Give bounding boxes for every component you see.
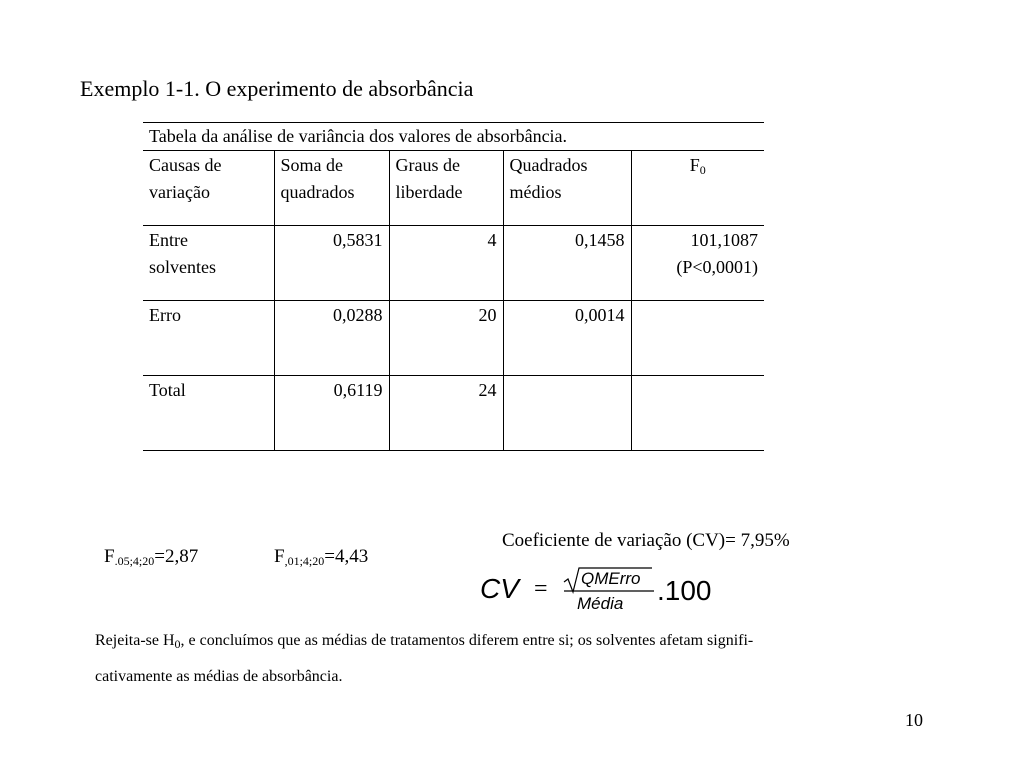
table-row <box>143 301 764 376</box>
row-causa-line1: Total <box>149 380 186 400</box>
f-critical-01 <box>274 546 368 569</box>
header-graus-line1: Graus de <box>395 155 460 175</box>
page-number: 10 <box>905 710 923 730</box>
f-critical-05 <box>104 546 198 569</box>
conclusion-line1 <box>95 632 753 652</box>
header-graus-line2: liberdade <box>395 182 463 202</box>
table-caption: Tabela da análise de variância dos valores de absorbância. <box>143 123 764 151</box>
header-graus <box>389 151 503 226</box>
header-f-main: F <box>689 155 700 175</box>
header-causas <box>143 151 274 226</box>
f05-value: =2,87 <box>154 546 199 567</box>
page-title: Exemplo 1-1. O experimento de absorbância <box>80 76 474 101</box>
row-causa-line1: Entre <box>149 230 188 250</box>
row-soma: 0,5831 <box>274 226 389 301</box>
row-f <box>631 376 764 451</box>
f05-sub: .05;4;20 <box>114 554 155 568</box>
header-soma-line2: quadrados <box>280 182 355 202</box>
f01-sub: ,01;4;20 <box>284 554 325 568</box>
f01-value: =4,43 <box>324 546 369 567</box>
row-quadrados: 0,0014 <box>503 301 631 376</box>
formula-tail: .100 <box>657 575 712 606</box>
row-causa <box>143 376 274 451</box>
row-causa <box>143 226 274 301</box>
row-graus: 20 <box>389 301 503 376</box>
row-f <box>631 226 764 301</box>
row-causa <box>143 301 274 376</box>
row-causa-line1: Erro <box>149 305 181 325</box>
header-quadrados <box>503 151 631 226</box>
header-f0 <box>631 151 764 226</box>
row-quadrados: 0,1458 <box>503 226 631 301</box>
header-f-sub: 0 <box>699 163 706 177</box>
row-graus: 24 <box>389 376 503 451</box>
header-causas-line1: Causas de <box>149 155 222 175</box>
conclusion-post: , e concluímos que as médias de tratamentos diferem entre si; os solventes afetam signifi- <box>180 632 754 649</box>
header-quadrados-line2: médios <box>509 182 562 202</box>
conclusion-line2: cativamente as médias de absorbância. <box>95 668 343 685</box>
header-quadrados-line1: Quadrados <box>509 155 588 175</box>
formula-numerator: QMErro <box>581 569 641 588</box>
formula-denominator: Média <box>577 594 624 613</box>
formula-lhs: CV <box>480 573 519 604</box>
row-f-value: 101,1087 <box>690 230 759 250</box>
conclusion-pre: Rejeita-se H <box>95 632 175 649</box>
row-quadrados <box>503 376 631 451</box>
row-soma: 0,0288 <box>274 301 389 376</box>
header-causas-line2: variação <box>149 182 210 202</box>
cv-label: Coeficiente de variação (CV)= 7,95% <box>502 530 790 551</box>
row-causa-line2: solventes <box>149 257 216 277</box>
f01-main: F <box>274 546 285 567</box>
header-soma-line1: Soma de <box>280 155 343 175</box>
conclusion-sub: 0 <box>174 637 181 651</box>
table-row <box>143 226 764 301</box>
formula-equals: = <box>534 576 548 602</box>
header-soma <box>274 151 389 226</box>
table-header-row <box>143 151 764 226</box>
table-row <box>143 376 764 451</box>
row-f <box>631 301 764 376</box>
row-f-pvalue: (P<0,0001) <box>676 257 759 277</box>
f05-main: F <box>104 546 115 567</box>
row-graus: 4 <box>389 226 503 301</box>
row-soma: 0,6119 <box>274 376 389 451</box>
anova-table <box>143 122 764 451</box>
cv-formula <box>480 562 740 618</box>
